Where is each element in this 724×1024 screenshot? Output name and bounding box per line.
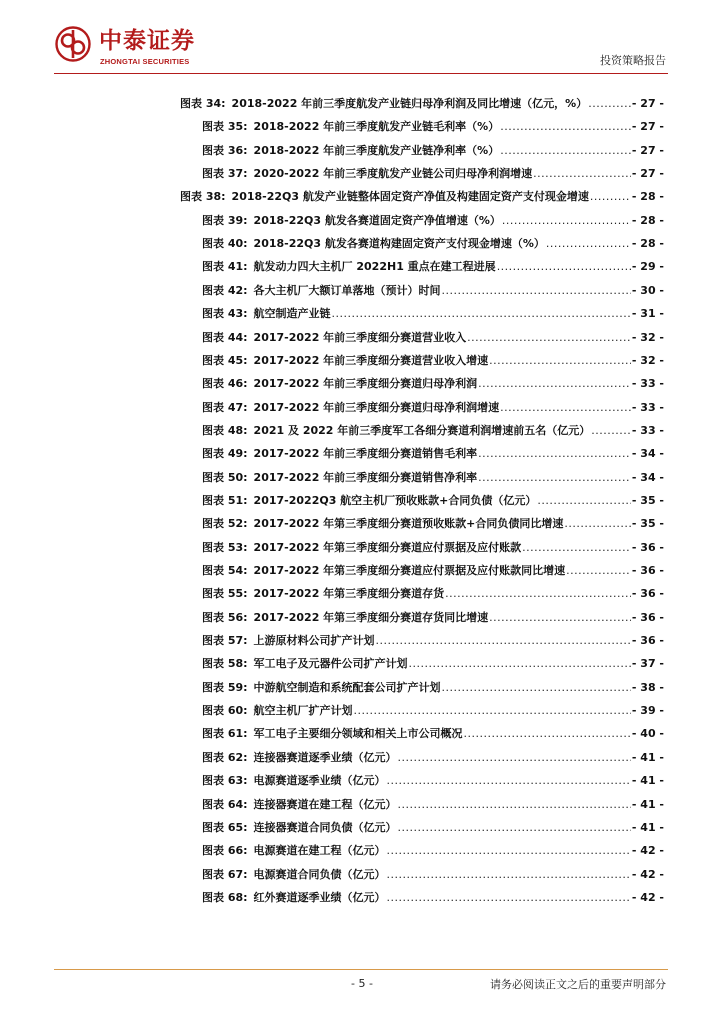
toc-entry-title: 连接器赛道合同负债（亿元）: [253, 820, 397, 834]
toc-entry[interactable]: [202, 842, 664, 858]
toc-entry[interactable]: [202, 539, 664, 555]
toc-entry[interactable]: [180, 188, 664, 204]
toc-entry-label: 图表 57:: [202, 634, 248, 648]
toc-entry-page: - 32 -: [631, 353, 664, 367]
toc-leader-dots: [376, 634, 631, 648]
toc-leader-dots: [566, 564, 631, 578]
toc-entry-page: - 35 -: [631, 517, 664, 531]
zhongtai-logo-icon: [55, 26, 91, 62]
toc-entry[interactable]: [202, 118, 664, 134]
toc-leader-dots: [588, 97, 631, 111]
toc-leader-dots: [478, 377, 631, 391]
toc-entry-page: - 31 -: [631, 307, 664, 321]
toc-entry-title: 2018-22Q3 航发各赛道构建固定资产支付现金增速（%）: [253, 237, 545, 251]
toc-entry[interactable]: [202, 235, 664, 251]
toc-entry-label: 图表 68:: [202, 890, 248, 904]
toc-entry-title: 2017-2022 年前三季度细分赛道归母净利润增速: [253, 400, 500, 414]
footer-disclaimer: 请务必阅读正文之后的重要声明部分: [490, 978, 666, 991]
toc-entry-label: 图表 51:: [202, 493, 248, 507]
toc-entry-page: - 41 -: [631, 797, 664, 811]
toc-entry-title: 电源赛道逐季业绩（亿元）: [253, 774, 386, 788]
toc-entry-label: 图表 34:: [180, 97, 226, 110]
toc-leader-dots: [398, 821, 631, 835]
toc-entry[interactable]: [180, 95, 664, 111]
toc-entry[interactable]: [202, 445, 664, 461]
toc-entry-title: 2017-2022 年前三季度细分赛道营业收入: [253, 330, 467, 344]
toc-entry-page: - 32 -: [631, 330, 664, 344]
header-divider: [54, 73, 668, 74]
toc-entry[interactable]: [202, 866, 664, 882]
toc-entry[interactable]: [202, 375, 664, 391]
toc-entry-page: - 41 -: [631, 820, 664, 834]
toc-entry-page: - 36 -: [631, 540, 664, 554]
toc-entry-page: - 28 -: [631, 237, 664, 251]
toc-entry[interactable]: [202, 212, 664, 228]
toc-entry-page: - 27 -: [631, 97, 664, 110]
toc-entry-label: 图表 66:: [202, 844, 248, 858]
toc-entry-label: 图表 49:: [202, 447, 248, 461]
toc-entry-title: 中游航空制造和系统配套公司扩产计划: [253, 680, 441, 694]
toc-leader-dots: [500, 144, 631, 158]
toc-entry[interactable]: [202, 609, 664, 625]
toc-entry[interactable]: [202, 796, 664, 812]
toc-entry[interactable]: [202, 492, 664, 508]
toc-leader-dots: [502, 214, 631, 228]
toc-entry[interactable]: [202, 329, 664, 345]
toc-entry[interactable]: [202, 655, 664, 671]
toc-entry[interactable]: [202, 142, 664, 158]
toc-entry-page: - 34 -: [631, 470, 664, 484]
toc-leader-dots: [409, 657, 631, 671]
toc-entry-title: 2018-2022 年前三季度航发产业链净利率（%）: [253, 143, 500, 157]
toc-entry-page: - 37 -: [631, 657, 664, 671]
toc-entry-label: 图表 41:: [202, 260, 248, 274]
toc-leader-dots: [478, 447, 631, 461]
toc-entry[interactable]: [202, 469, 664, 485]
toc-entry-title: 电源赛道合同负债（亿元）: [253, 867, 386, 881]
toc-entry-title: 连接器赛道在建工程（亿元）: [253, 797, 397, 811]
toc-entry-label: 图表 67:: [202, 867, 248, 881]
toc-entry-label: 图表 47:: [202, 400, 248, 414]
toc-entry-label: 图表 38:: [180, 190, 226, 204]
toc-entry-label: 图表 48:: [202, 423, 248, 437]
toc-entry-label: 图表 46:: [202, 377, 248, 391]
toc-entry-label: 图表 43:: [202, 307, 248, 321]
toc-entry-title: 2017-2022 年前三季度细分赛道销售净利率: [253, 470, 478, 484]
toc-entry-page: - 33 -: [631, 400, 664, 414]
toc-entry-title: 2017-2022 年前三季度细分赛道营业收入增速: [253, 353, 489, 367]
toc-leader-dots: [500, 120, 631, 134]
toc-entry-label: 图表 40:: [202, 237, 248, 251]
toc-entry-page: - 36 -: [631, 634, 664, 648]
toc-entry[interactable]: [202, 399, 664, 415]
toc-entry-page: - 36 -: [631, 564, 664, 577]
toc-entry-label: 图表 63:: [202, 774, 248, 788]
toc-entry[interactable]: [202, 352, 664, 368]
toc-entry-title: 2018-22Q3 航发产业链整体固定资产净值及构建固定资产支付现金增速: [231, 190, 589, 204]
brand-name-cn: 中泰证券: [99, 28, 195, 54]
toc-entry-page: - 36 -: [631, 610, 664, 624]
toc-leader-dots: [564, 517, 631, 531]
toc-entry[interactable]: [202, 889, 664, 905]
toc-leader-dots: [387, 868, 631, 882]
toc-entry-label: 图表 60:: [202, 704, 248, 718]
toc-entry-label: 图表 36:: [202, 143, 248, 157]
toc-entry-title: 航发动力四大主机厂 2022H1 重点在建工程进展: [253, 260, 496, 274]
toc-entry-title: 航空主机厂扩产计划: [253, 704, 353, 718]
toc-entry-title: 军工电子及元器件公司扩产计划: [253, 657, 408, 671]
toc-entry-title: 2018-22Q3 航发各赛道固定资产净值增速（%）: [253, 213, 501, 227]
toc-entry-label: 图表 56:: [202, 610, 248, 624]
toc-entry-page: - 33 -: [631, 377, 664, 391]
toc-entry[interactable]: [202, 679, 664, 695]
toc-entry[interactable]: [202, 562, 664, 578]
toc-entry[interactable]: [202, 585, 664, 601]
toc-leader-dots: [533, 167, 631, 181]
toc-entry-title: 电源赛道在建工程（亿元）: [253, 844, 386, 858]
toc-entry-title: 上游原材料公司扩产计划: [253, 634, 375, 648]
toc-entry-page: - 42 -: [631, 844, 664, 858]
toc-entry[interactable]: [202, 258, 664, 274]
toc-entry-title: 2017-2022 年前三季度细分赛道销售毛利率: [253, 447, 478, 461]
toc-entry-label: 图表 58:: [202, 657, 248, 671]
toc-leader-dots: [497, 260, 631, 274]
toc-entry-page: - 42 -: [631, 867, 664, 881]
toc-entry-label: 图表 55:: [202, 587, 248, 601]
toc-leader-dots: [445, 587, 631, 601]
footer-divider: [54, 969, 668, 970]
toc-entry-title: 2017-2022 年第三季度细分赛道应付票据及应付账款: [253, 540, 522, 554]
toc-entry-label: 图表 52:: [202, 517, 248, 531]
toc-leader-dots: [546, 237, 631, 251]
toc-entry-label: 图表 35:: [202, 120, 248, 134]
page-number: - 5 -: [351, 977, 373, 990]
toc-entry-page: - 28 -: [631, 190, 664, 204]
toc-entry-label: 图表 64:: [202, 797, 248, 811]
toc-leader-dots: [442, 681, 631, 695]
toc-leader-dots: [478, 471, 631, 485]
toc-entry-page: - 28 -: [631, 213, 664, 227]
toc-entry-title: 2020-2022 年前三季度航发产业链公司归母净利润增速: [253, 167, 533, 181]
toc-entry-title: 2017-2022 年第三季度细分赛道存货: [253, 587, 445, 601]
toc-entry-page: - 27 -: [631, 143, 664, 157]
toc-leader-dots: [489, 354, 631, 368]
toc-entry-title: 2018-2022 年前三季度航发产业链归母净利润及同比增速（亿元，%）: [231, 97, 588, 110]
toc-entry-page: - 41 -: [631, 774, 664, 788]
toc-leader-dots: [387, 891, 631, 905]
toc-entry-page: - 27 -: [631, 167, 664, 181]
toc-entry-page: - 27 -: [631, 120, 664, 134]
toc-entry-title: 红外赛道逐季业绩（亿元）: [253, 890, 386, 904]
toc-entry-label: 图表 53:: [202, 540, 248, 554]
toc-entry-page: - 29 -: [631, 260, 664, 274]
toc-entry[interactable]: [202, 305, 664, 321]
toc-leader-dots: [398, 751, 631, 765]
page-header: [0, 0, 724, 80]
toc-entry-label: 图表 65:: [202, 820, 248, 834]
toc-entry-page: - 34 -: [631, 447, 664, 461]
toc-leader-dots: [467, 331, 631, 345]
toc-leader-dots: [332, 307, 631, 321]
toc-entry-page: - 41 -: [631, 750, 664, 764]
toc-leader-dots: [489, 611, 631, 625]
toc-entry-page: - 39 -: [631, 704, 664, 718]
toc-entry-label: 图表 59:: [202, 680, 248, 694]
toc-leader-dots: [590, 190, 631, 204]
toc-entry[interactable]: [202, 772, 664, 788]
toc-entry-label: 图表 39:: [202, 213, 248, 227]
toc-entry-page: - 40 -: [631, 727, 664, 741]
toc-entry[interactable]: [202, 515, 664, 531]
toc-entry-title: 连接器赛道逐季业绩（亿元）: [253, 750, 397, 764]
toc-leader-dots: [354, 704, 631, 718]
toc-entry[interactable]: [202, 165, 664, 181]
toc-entry-title: 航空制造产业链: [253, 307, 331, 321]
toc-entry-title: 2018-2022 年前三季度航发产业链毛利率（%）: [253, 120, 500, 134]
toc-entry[interactable]: [202, 632, 664, 648]
toc-entry[interactable]: [202, 749, 664, 765]
toc-entry-label: 图表 54:: [202, 564, 248, 577]
toc-entry-label: 图表 42:: [202, 283, 248, 297]
toc-entry-label: 图表 62:: [202, 750, 248, 764]
toc-entry[interactable]: [202, 819, 664, 835]
toc-leader-dots: [537, 494, 630, 508]
toc-leader-dots: [442, 284, 631, 298]
brand-name-en: ZHONGTAI SECURITIES: [100, 57, 190, 66]
toc-entry[interactable]: [202, 725, 664, 741]
toc-entry[interactable]: [202, 702, 664, 718]
toc-leader-dots: [398, 798, 631, 812]
toc-entry-title: 2021 及 2022 年前三季度军工各细分赛道利润增速前五名（亿元）: [253, 423, 591, 437]
toc-entry-page: - 42 -: [631, 890, 664, 904]
toc-leader-dots: [387, 774, 631, 788]
toc-entry-page: - 30 -: [631, 283, 664, 297]
toc-leader-dots: [500, 401, 631, 415]
toc-entry-label: 图表 50:: [202, 470, 248, 484]
toc-entry-page: - 38 -: [631, 680, 664, 694]
toc-entry-title: 2017-2022 年第三季度细分赛道预收账款+合同负债同比增速: [253, 517, 564, 531]
toc-leader-dots: [522, 541, 631, 555]
toc-entry-title: 2017-2022Q3 航空主机厂预收账款+合同负债（亿元）: [253, 493, 537, 507]
toc-entry-page: - 35 -: [631, 493, 664, 507]
toc-entry-page: - 33 -: [631, 423, 664, 437]
toc-entry-title: 2017-2022 年前三季度细分赛道归母净利润: [253, 377, 478, 391]
toc-entry-title: 各大主机厂大额订单落地（预计）时间: [253, 283, 441, 297]
toc-entry-page: - 36 -: [631, 587, 664, 601]
toc-leader-dots: [387, 844, 631, 858]
toc-entry-title: 2017-2022 年第三季度细分赛道存货同比增速: [253, 610, 489, 624]
toc-entry-label: 图表 61:: [202, 727, 248, 741]
toc-entry-title: 2017-2022 年第三季度细分赛道应付票据及应付账款同比增速: [253, 564, 566, 577]
toc-entry-label: 图表 45:: [202, 353, 248, 367]
report-type-label: 投资策略报告: [600, 54, 666, 67]
toc-entry-label: 图表 44:: [202, 330, 248, 344]
toc-entry-title: 军工电子主要细分领域和相关上市公司概况: [253, 727, 463, 741]
toc-entry-label: 图表 37:: [202, 167, 248, 181]
toc-leader-dots: [591, 424, 631, 438]
toc-entry[interactable]: [202, 282, 664, 298]
toc-leader-dots: [464, 727, 631, 741]
toc-entry[interactable]: [202, 422, 664, 438]
